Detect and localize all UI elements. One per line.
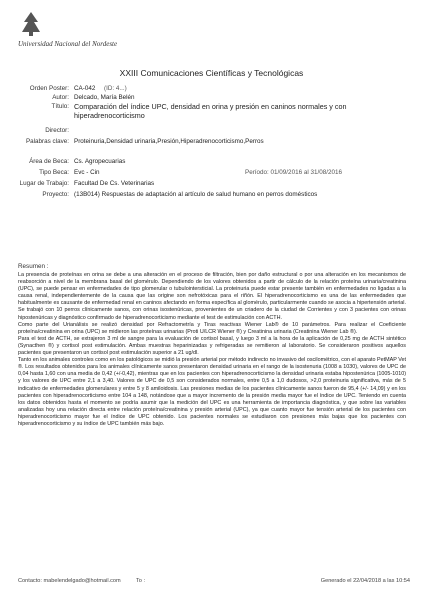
resumen-label: Resumen :: [18, 263, 49, 270]
university-seal-icon: [18, 10, 44, 38]
field-value: Delcado, María Belén: [74, 94, 135, 101]
field-label: Palabras clave:: [25, 138, 69, 145]
footer-to: To :: [136, 578, 146, 584]
field-extra: (ID: 4...): [104, 85, 127, 92]
field-label: Autor:: [52, 94, 69, 101]
field-label: Director:: [45, 127, 69, 134]
resumen-paragraph: Tanto en los animales controles como en los patológicos se midió la presión arterial por método indirecto no invasivo del oscilométrico, con el aparato PetMAP Vet ®. Los resultados obtenidos para los animales clínicamente sanos presentaron densidad urinaria en el rango de la isostenuria (1008 a 1030), valores de UPC de 0,04 hasta 1,60 con una media de 0,42 (+/-0,42), mientras que en los pacientes con hiperadrenocorticismo la densidad urinaria estaba hipostenúrica (1005-1010) y los valores de UPC entre 2,1 a 3,40. Valores de UPC de 0,5 son considerados normales, entre 0,5 a 1,0 dudosos, >2,0 proteinuria significativa, más de 5 indicativo de enfermedades glomerulares y entre 5 y 8 amiloidosis. Las presiones medias de los pacientes clínicamente sanos fueron de 95,4 (+/- 14,09) y en los pacientes con hiperadrenocorticismo entre 104 a 148, notándose que a mayor incremento de la presión media mayor fue el índice de UPC. Teniendo en cuenta los datos obtenidos hasta el momento se podría asumir que la medición del UPC es una herramienta de importancia diagnóstica, y que sobre las variables analizadas hoy una relación directa entre relación proteína/creatinina y presión arterial (UPC), ya que cuanto mayor fue tensión arterial de los pacientes con hiperadrenocorticismo mayor fue el índice de UPC obtenido. Los pacientes normales se estudiaron con presiones más bajas que los pacientes con hiperadrenocorticismo y su índice de UPC también más bajo.: [18, 357, 406, 427]
field-periodo: Período: 01/09/2016 al 31/08/2016: [245, 169, 342, 176]
event-title: XXIII Comunicaciones Científicas y Tecnológicas: [119, 68, 304, 78]
field-label: Lugar de Trabajo:: [19, 180, 69, 187]
field-value: Facultad De Cs. Veterinarias: [74, 180, 155, 187]
resumen-paragraph: Para el test de ACTH, se extrajeron 3 ml de sangre para la evaluación de cortisol basal, y luego 3 ml a la hora de la aplicación de 0,25 mg de ACTH sintético (Synacthen ®) y cortisol post estimulación. Ambas muestras heparinizadas y refrigeradas se remitieron al laboratorio. Se consideraron positivos aquellos pacientes que presentaron un cortisol post estimulación superior a 21 ug/dl.: [18, 335, 406, 357]
resumen-paragraph: La presencia de proteínas en orina se debe a una alteración en el proceso de filtración, bien por daño estructural o por una alteración en los mecanismos de reabsorción a nivel de la membrana basal del glomérulo. Dependiendo de los valores obtenidos a partir de cálculo de la relación proteína urinaria/creatinina (UPC), se puede pensar en enfermedades de tipo glomerular o tubulointersticial. La proteinuria puede estar presente también en enfermedades no ligadas a la causa renal, independientemente de la causa que las origine son nefrotóxicas para el riñón. El hiperadrenocorticismo es una de las enfermedades que habitualmente es causante de enfermedad renal en caninos afectando en forma específica al glomérulo, particularmente cuando se asocia a hipertensión arterial. Se trabajó con 10 perros clínicamente sanos, con orinas isostenúricas, provenientes de un criadero de la ciudad de Corrientes y con 3 pacientes con orinas hipostenúricas y diagnóstico confirmado de hiperadrenocorticismo mediante el test de estimulación con ACTH.: [18, 272, 406, 321]
field-label: Título:: [51, 103, 69, 110]
field-value: CA-042: [74, 85, 96, 92]
field-value: Cs. Agropecuarias: [74, 158, 126, 165]
university-logo: [18, 10, 158, 58]
footer-generated: Generado el 22/04/2018 a las 10:54: [320, 578, 410, 584]
resumen-body: [18, 272, 406, 428]
field-value: Proteinuria,Densidad urinaria,Presión,Hiperadrenocorticismo,Perros: [74, 138, 264, 145]
field-label: Tipo Beca:: [39, 169, 69, 176]
field-value: Comparación del índice UPC, densidad en orina y presión en caninos normales y con hiperadrenocorticismo: [74, 102, 347, 120]
field-label: Área de Beca:: [29, 158, 69, 165]
resumen-paragraph: Como parte del Urianálisis se realizó densidad por Refractometría y Tiras reactivas Wiener Lab® de 10 parámetros. Para realizar el Coeficiente proteína/creatinina en orina (UPC) se midieron las proteínas urinarias (Proti U/LCR Wiener ®) y Creatinina urinaria (Creatinina Wiener Lab ®).: [18, 321, 406, 335]
footer-contact: Contacto: mabelendelgado@hotmail.com: [18, 578, 121, 584]
field-label: Proyecto:: [42, 191, 69, 198]
institution-name: Universidad Nacional del Nordeste: [18, 40, 118, 48]
field-label: Orden Poster:: [29, 85, 69, 92]
field-value: (13B014) Respuestas de adaptación al artículo de salud humano en perros domésticos: [74, 191, 318, 198]
field-value: Evc - Cin: [74, 169, 100, 176]
